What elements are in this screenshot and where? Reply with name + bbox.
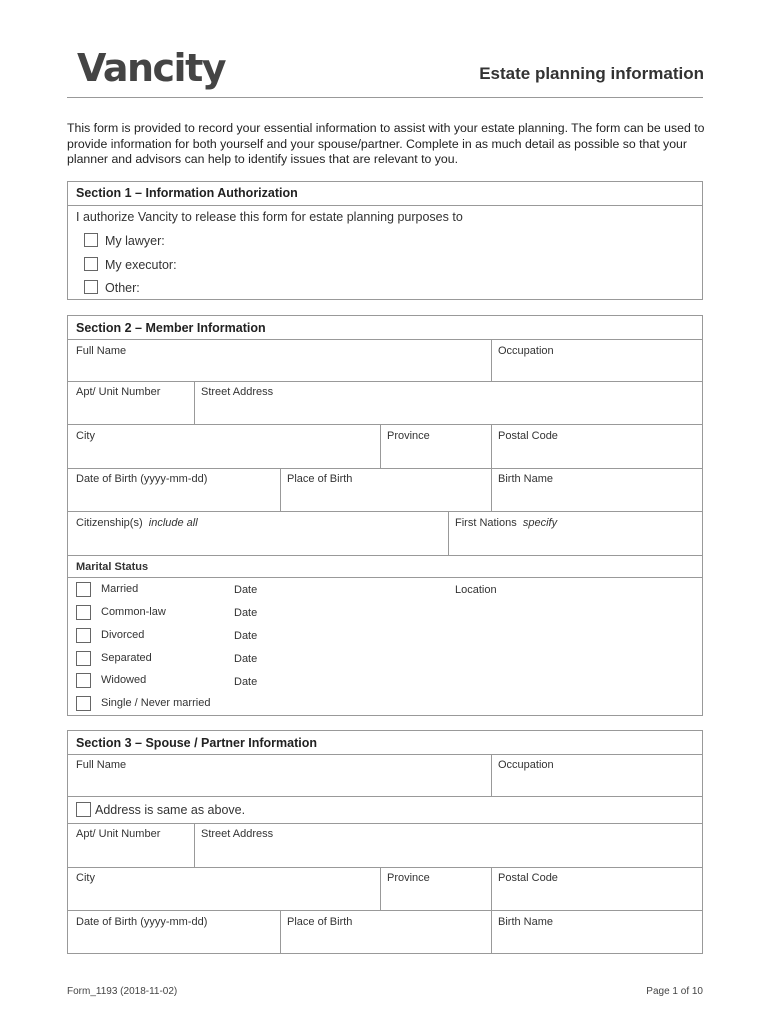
spouse-occupation-field[interactable]: Occupation [498,759,554,771]
section-1-divider [68,205,702,206]
separated-checkbox[interactable] [76,651,91,666]
place-of-birth-field[interactable]: Place of Birth [287,473,353,485]
province-field[interactable]: Province [387,430,430,442]
married-label: Married [101,583,139,595]
page-title: Estate planning information [479,64,704,83]
single-label: Single / Never married [101,697,211,709]
section-2 [67,315,703,716]
first-nations-field[interactable] [455,517,557,529]
spouse-city-field[interactable]: City [76,872,95,884]
other-checkbox[interactable] [84,280,98,294]
section-3 [67,730,703,954]
separated-date-label: Date [234,653,258,665]
first-nations-hint: specify [522,517,558,529]
spouse-province-field[interactable]: Province [387,872,430,884]
married-date-label: Date [234,584,258,596]
section-2-title: Section 2 – Member Information [76,321,266,335]
section-1 [67,181,703,300]
intro-text: This form is provided to record your essential information to assist with your estate planning. The form can be used to provide information for both yourself and your spouse/partner. Complete in as much detail as possible so that your planner and advisors can help to identify issues that are relevant to you. [67,121,705,166]
page-number: Page 1 of 10 [646,986,703,997]
separated-label: Separated [101,652,152,664]
widowed-checkbox[interactable] [76,673,91,688]
spouse-place-of-birth-field[interactable]: Place of Birth [287,916,353,928]
first-nations-label: First Nations [455,517,517,529]
spouse-postal-code-field[interactable]: Postal Code [498,872,558,884]
spouse-date-of-birth-field[interactable]: Date of Birth (yyyy-mm-dd) [76,916,208,928]
same-address-checkbox[interactable] [76,802,91,817]
same-address-label: Address is same as above. [95,803,246,817]
spouse-street-address-field[interactable]: Street Address [201,828,274,840]
my-executor-label: My executor: [105,258,177,272]
other-label: Other: [105,281,140,295]
my-lawyer-label: My lawyer: [105,234,165,248]
occupation-field[interactable]: Occupation [498,345,554,357]
street-address-field[interactable]: Street Address [201,386,274,398]
section-1-title: Section 1 – Information Authorization [76,186,298,200]
spouse-apt-unit-field[interactable]: Apt/ Unit Number [76,828,161,840]
my-executor-checkbox[interactable] [84,257,98,271]
citizenship-field[interactable] [76,517,198,529]
city-field[interactable]: City [76,430,95,442]
common-law-checkbox[interactable] [76,605,91,620]
common-law-date-label: Date [234,607,258,619]
location-label: Location [455,584,497,596]
date-of-birth-field[interactable]: Date of Birth (yyyy-mm-dd) [76,473,208,485]
common-law-label: Common-law [101,606,166,618]
my-lawyer-checkbox[interactable] [84,233,98,247]
birth-name-field[interactable]: Birth Name [498,473,554,485]
full-name-field[interactable]: Full Name [76,345,127,357]
divorced-checkbox[interactable] [76,628,91,643]
postal-code-field[interactable]: Postal Code [498,430,558,442]
citizenship-hint: include all [148,517,198,529]
widowed-label: Widowed [101,674,147,686]
widowed-date-label: Date [234,676,258,688]
single-checkbox[interactable] [76,696,91,711]
authorization-statement: I authorize Vancity to release this form for estate planning purposes to [76,210,463,224]
spouse-birth-name-field[interactable]: Birth Name [498,916,554,928]
section-3-title: Section 3 – Spouse / Partner Information [76,736,318,750]
divorced-label: Divorced [101,629,145,641]
vancity-logo: Vancity [77,46,226,90]
citizenship-label: Citizenship(s) [76,517,143,529]
married-checkbox[interactable] [76,582,91,597]
spouse-full-name-field[interactable]: Full Name [76,759,127,771]
header-divider [67,97,703,98]
apt-unit-field[interactable]: Apt/ Unit Number [76,386,161,398]
form-id: Form_1193 (2018-11-02) [67,986,178,997]
divorced-date-label: Date [234,630,258,642]
marital-status-title: Marital Status [76,561,149,573]
